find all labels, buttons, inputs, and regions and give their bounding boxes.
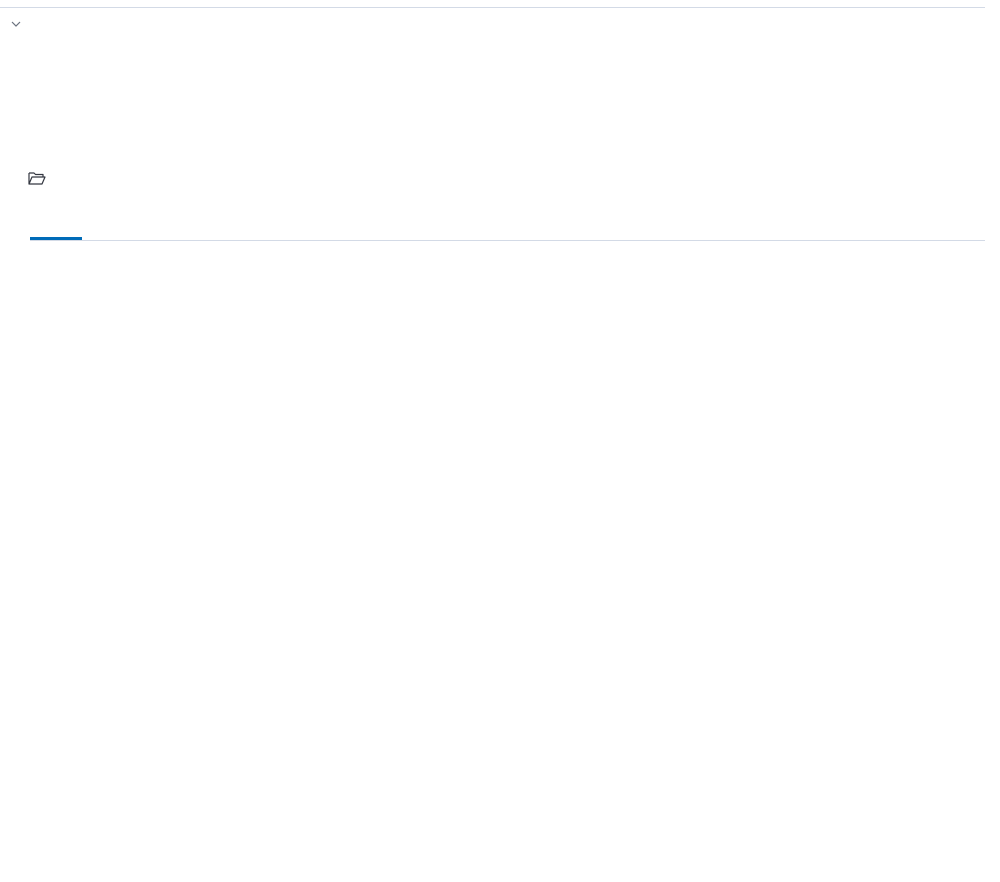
doc-view-tabs	[30, 208, 985, 241]
collapse-row-toggle[interactable]	[9, 17, 23, 31]
top-divider	[0, 7, 985, 8]
active-tab-indicator	[30, 237, 82, 240]
folder-open-icon	[28, 170, 46, 186]
expanded-document-header	[28, 170, 54, 186]
chevron-down-icon	[11, 21, 21, 28]
